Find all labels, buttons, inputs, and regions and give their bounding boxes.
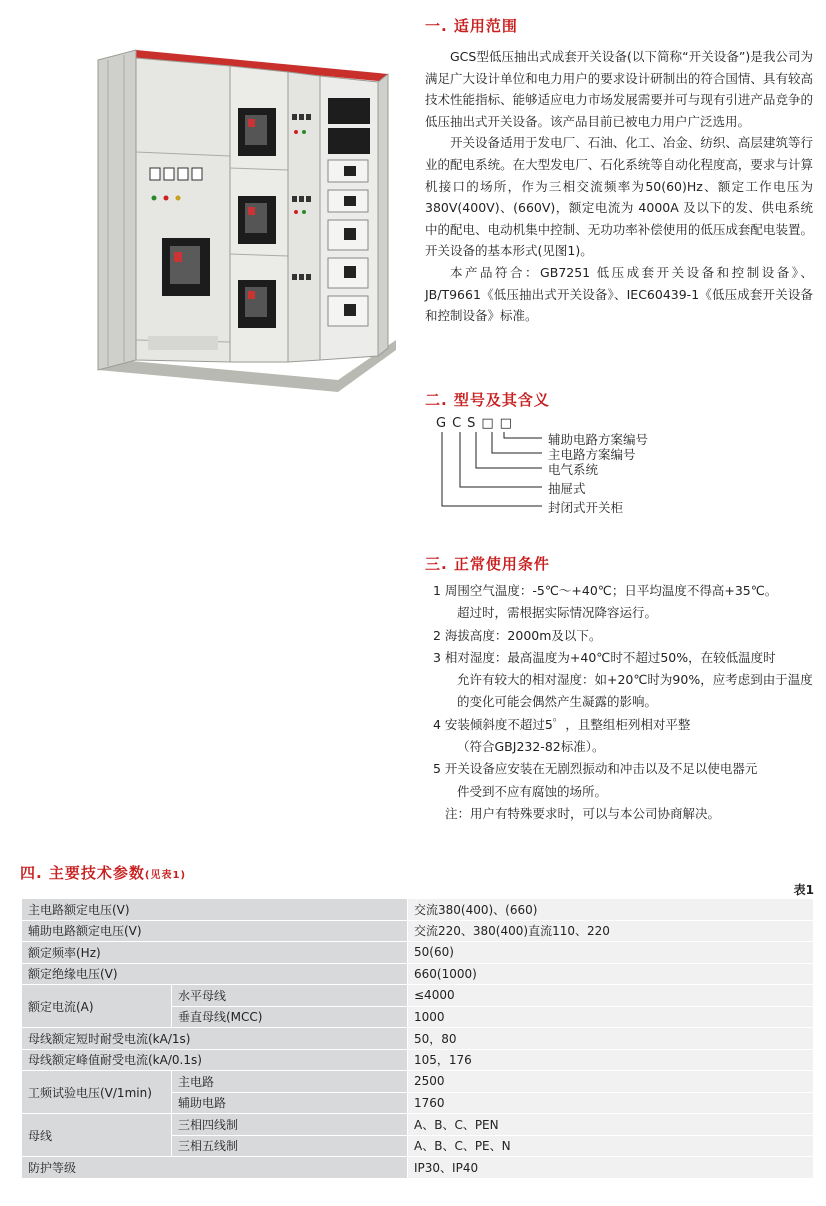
model-label-enclosed: 封闭式开关柜 bbox=[548, 500, 624, 515]
table-row: 母线额定峰值耐受电流(kA/0.1s) 105，176 bbox=[22, 1049, 814, 1071]
table-row: 额定绝缘电压(V) 660(1000) bbox=[22, 963, 814, 985]
scope-paragraph-1: GCS型低压抽出式成套开关设备(以下简称“开关设备”)是我公司为满足广大设计单位和电力用户的要求设计研制出的符合国情、具有较高技术性能指标、能够适应电力市场发展需要并可与现有引进产品竞争的低压抽出式开关设备。该产品目前已被电力用户广泛选用。 bbox=[425, 49, 813, 129]
section-title-specs: 四. 主要技术参数(见表1) bbox=[20, 864, 187, 882]
table-row: 防护等级 IP30、IP40 bbox=[22, 1157, 814, 1179]
model-label-main-circuit: 主电路方案编号 bbox=[548, 447, 636, 462]
scope-paragraph-3: 本产品符合：GB7251 低压成套开关设备和控制设备》、JB/T9661《低压抽出式开关设备》、IEC60439-1《低压成套开关设备和控制设备》标准。 bbox=[425, 264, 813, 324]
model-code-diagram bbox=[430, 416, 730, 526]
table-row: 垂直母线(MCC) 1000 bbox=[22, 1006, 814, 1028]
table-row: 辅助电路 1760 bbox=[22, 1092, 814, 1114]
table-row: 辅助电路额定电压(V) 交流220、380(400)直流110、220 bbox=[22, 920, 814, 942]
spec-table bbox=[21, 898, 814, 1179]
condition-item: 4 安装倾斜度不超过5゜，且整组柜列相对平整 （符合GBJ232-82标准）。 bbox=[433, 716, 691, 755]
table-row: 额定电流(A) 水平母线 ≤4000 bbox=[22, 985, 814, 1007]
scope-text bbox=[425, 46, 813, 327]
conditions-note: 注：用户有特殊要求时，可以与本公司协商解决。 bbox=[445, 805, 721, 821]
model-label-drawer-type: 抽屉式 bbox=[548, 481, 586, 496]
model-code: GCS□□ bbox=[436, 416, 518, 431]
section-title-conditions: 三. 正常使用条件 bbox=[425, 555, 550, 573]
table-row: 工频试验电压(V/1min) 主电路 2500 bbox=[22, 1071, 814, 1093]
condition-item: 2 海拔高度：2000m及以下。 bbox=[433, 627, 602, 643]
scope-paragraph-2: 开关设备适用于发电厂、石油、化工、冶金、纺织、高层建筑等行业的配电系统。在大型发电厂、石化系统等自动化程度高，要求与计算机接口的场所，作为三相交流频率为50(60)Hz、额定工作电压为380V(400V)、(660V)，额定电流为 4000A 及以下的发、供电系统中的配电、电动机集中控制、无功功率补偿使用的低压成套配电装置。开关设备的基本形式(见图1)。 bbox=[425, 135, 813, 259]
section-title-scope: 一. 适用范围 bbox=[425, 17, 518, 35]
table-row: 三相五线制 A、B、C、PE、N bbox=[22, 1135, 814, 1157]
table-row: 母线额定短时耐受电流(kA/1s) 50，80 bbox=[22, 1028, 814, 1050]
condition-item: 5 开关设备应安装在无剧烈振动和冲击以及不足以使电器元 件受到不应有腐蚀的场所。 bbox=[433, 761, 758, 799]
table-row: 额定频率(Hz) 50(60) bbox=[22, 942, 814, 964]
conditions-list bbox=[433, 580, 813, 825]
section-title-model: 二. 型号及其含义 bbox=[425, 391, 550, 409]
model-label-aux-circuit: 辅助电路方案编号 bbox=[548, 432, 649, 447]
model-label-electrical-system: 电气系统 bbox=[548, 462, 599, 477]
condition-item: 1 周围空气温度：-5℃～+40℃；日平均温度不得高+35℃。 超过时，需根据实际情况降容运行。 bbox=[433, 583, 778, 621]
table-ref-note: (见表1) bbox=[144, 870, 187, 881]
table-row: 主电路额定电压(V) 交流380(400)、(660) bbox=[22, 899, 814, 921]
condition-item: 3 相对湿度：最高温度为+40℃时不超过50%，在较低温度时 允许有较大的相对湿度：如+20℃时为90%，应考虑到由于温度的变化可能会偶然产生凝露的影响。 bbox=[433, 649, 813, 710]
switchgear-cabinet-image bbox=[88, 40, 398, 412]
table-label: 表1 bbox=[793, 883, 814, 897]
table-row: 母线 三相四线制 A、B、C、PEN bbox=[22, 1114, 814, 1136]
